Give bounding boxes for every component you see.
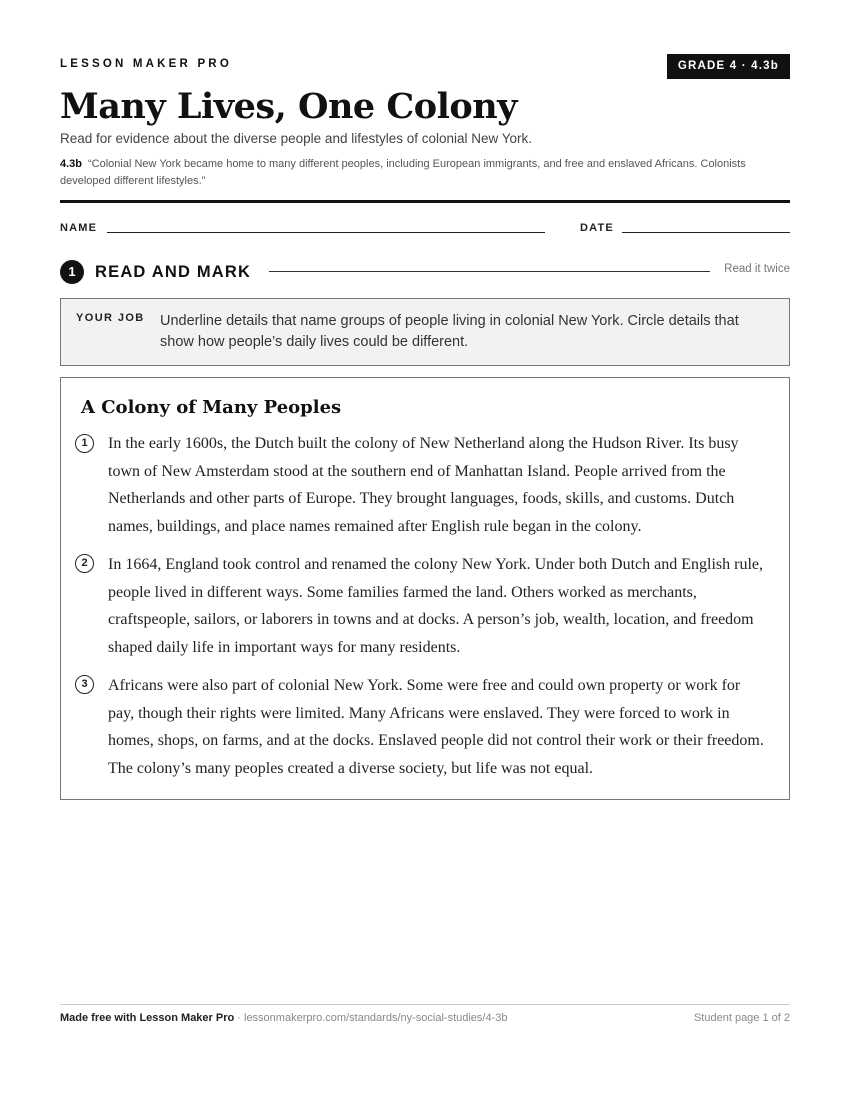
- section-divider: [269, 271, 710, 272]
- section-number-badge: 1: [60, 260, 84, 284]
- passage-paragraph-2: In 1664, England took control and renamed the colony New York. Under both Dutch and English rule, people lived in different ways. Some families farmed the land. Others worked as merchants, craftspeople, sailors, or laborers in towns and at docks. A person’s job, wealth, location, and freedom shaped daily life in important ways for many residents.: [108, 556, 763, 656]
- footer-divider: [60, 1004, 790, 1005]
- paragraph-number-3: 3: [75, 675, 94, 694]
- brand-name: LESSON MAKER PRO: [60, 58, 232, 70]
- standard-statement: [60, 156, 790, 190]
- grade-badge: GRADE 4 · 4.3b: [667, 54, 790, 79]
- section-note: Read it twice: [724, 263, 790, 275]
- paragraph-number-2: 2: [75, 554, 94, 573]
- name-label: NAME: [60, 222, 98, 234]
- job-label: YOUR JOB: [76, 312, 145, 324]
- date-label: DATE: [580, 222, 614, 234]
- job-box: [60, 298, 790, 366]
- passage-paragraph-3: Africans were also part of colonial New York. Some were free and could own property or work for pay, though their rights were limited. Many Africans were enslaved. They were forced to work in homes, shops, on farms, and at the docks. Enslaved people did not control their work or their freedom. The colony’s many peoples created a diverse society, but life was not equal.: [108, 677, 764, 777]
- standard-code: 4.3b: [60, 158, 83, 170]
- header-divider: [60, 200, 790, 203]
- footer-credit: [60, 1012, 508, 1024]
- name-field[interactable]: [107, 232, 545, 233]
- passage-paragraph-1: In the early 1600s, the Dutch built the colony of New Netherland along the Hudson River. Its busy town of New Amsterdam stood at the southern end of Manhattan Island. People arrived from the Netherlands and other parts of Europe. They brought languages, foods, skills, and customs. Dutch names, buildings, and place names remained after English rule began in the colony.: [108, 435, 739, 535]
- page-title: Many Lives, One Colony: [60, 86, 517, 127]
- passage-title: A Colony of Many Peoples: [81, 397, 342, 418]
- section-title: READ AND MARK: [95, 263, 252, 281]
- page-subtitle: Read for evidence about the diverse people and lifestyles of colonial New York.: [60, 131, 533, 146]
- standard-text: “Colonial New York became home to many different peoples, including European immigrants, and free and enslaved Africans. Colonists developed different lifestyles.”: [60, 158, 746, 187]
- footer-page-number: Student page 1 of 2: [693, 1012, 790, 1024]
- worksheet-page: [60, 0, 790, 1100]
- paragraph-number-1: 1: [75, 434, 94, 453]
- footer-made-with: Made free with Lesson Maker Pro: [60, 1012, 235, 1024]
- footer-url[interactable]: · lessonmakerpro.com/standards/ny-social-studies/4-3b: [234, 1012, 508, 1024]
- date-field[interactable]: [622, 232, 790, 233]
- reading-passage: [60, 377, 790, 800]
- job-instructions: Underline details that name groups of people living in colonial New York. Circle details that show how people’s daily lives could be different.: [160, 313, 739, 350]
